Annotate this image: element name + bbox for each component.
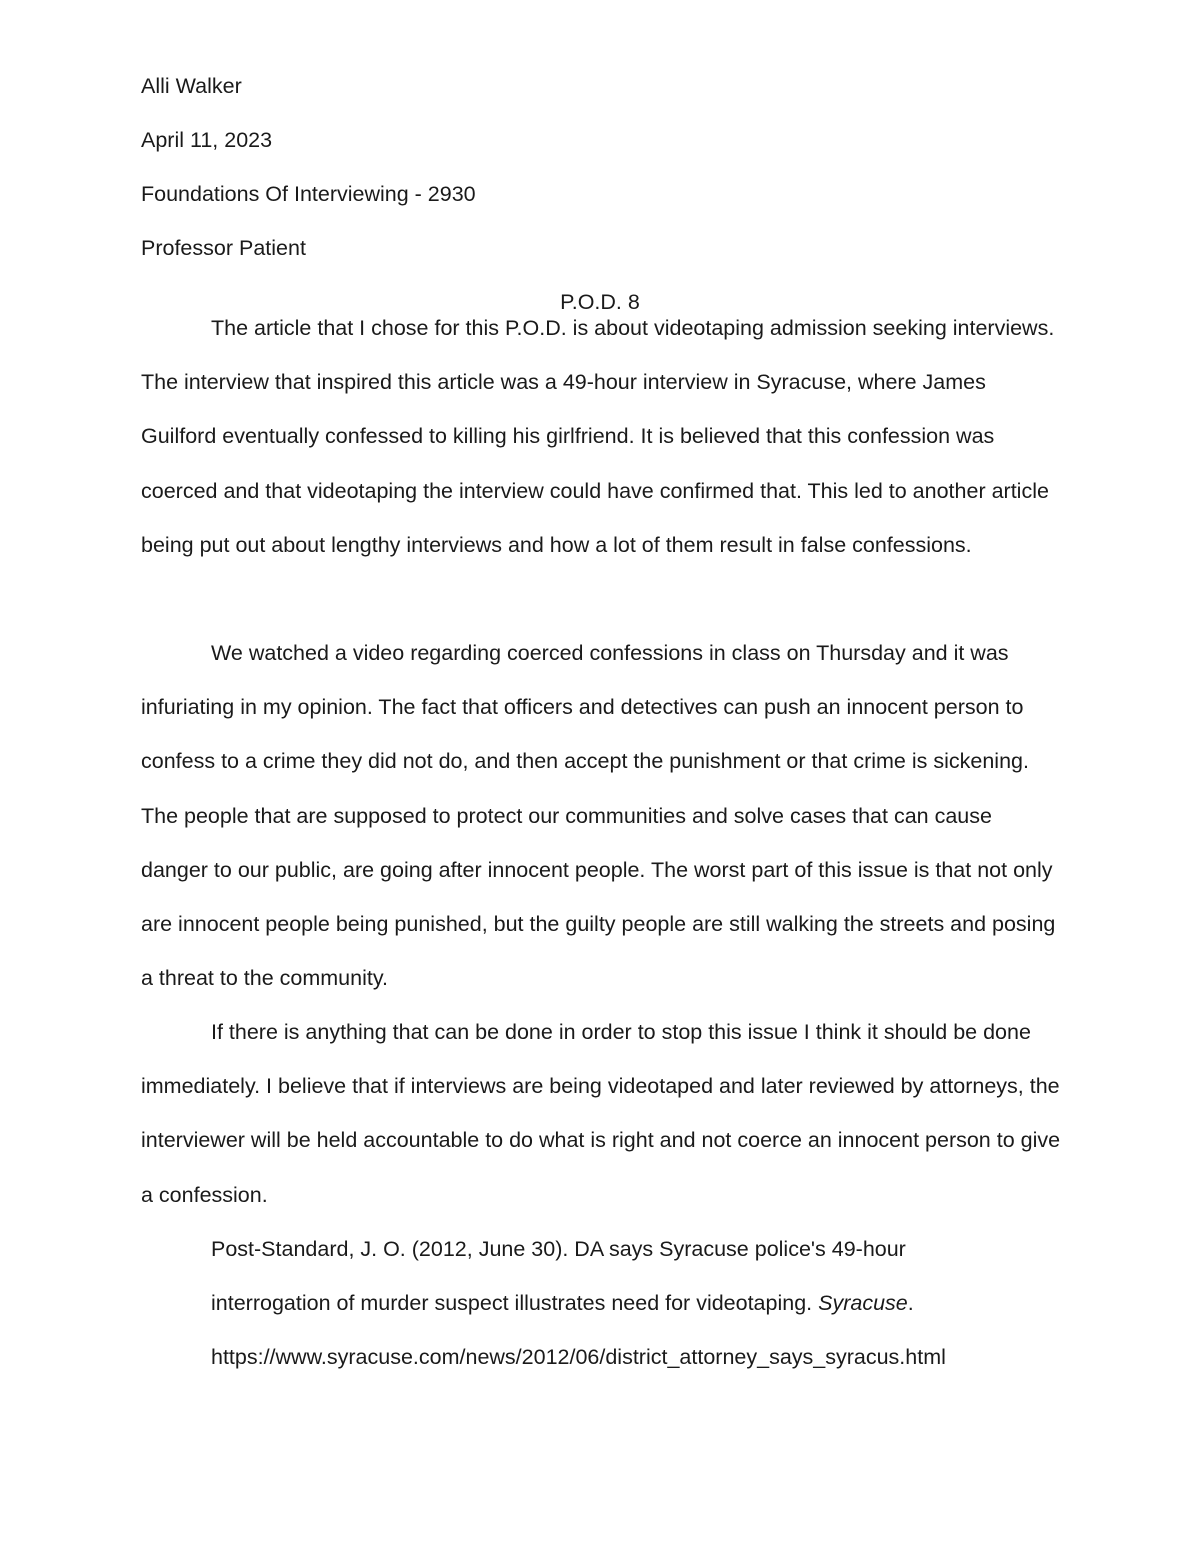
- reference-line-1: Post-Standard, J. O. (2012, June 30). DA says Syracuse police's 49-hour: [211, 1237, 906, 1261]
- reference-source: Syracuse: [818, 1291, 908, 1315]
- reference-line-2: [211, 1290, 914, 1316]
- paragraph-1: The article that I chose for this P.O.D. is about videotaping admission seeking interviews. The interview that inspired this article was a 49-hour interview in Syracuse, where James Guilford eventually confessed to killing his girlfriend. It is believed that this confession was coerced and that videotaping the interview could have confirmed that. This led to another article being put out about lengthy interviews and how a lot of them result in false confessions.: [141, 316, 1055, 557]
- author-name: Alli Walker: [141, 74, 242, 98]
- professor-name: Professor Patient: [141, 236, 306, 260]
- date: April 11, 2023: [141, 128, 273, 152]
- document-title: P.O.D. 8: [560, 290, 640, 314]
- reference-text: interrogation of murder suspect illustrates need for videotaping.: [211, 1291, 819, 1315]
- course-name: Foundations Of Interviewing - 2930: [141, 182, 476, 206]
- reference-period: .: [907, 1291, 914, 1315]
- paragraph-2: We watched a video regarding coerced confessions in class on Thursday and it was infuriating in my opinion. The fact that officers and detectives can push an innocent person to confess to a crime they did not do, and then accept the punishment or that crime is sickening. The people that are supposed to protect our communities and solve cases that can cause danger to our public, are going after innocent people. The worst part of this issue is that not only are innocent people being punished, but the guilty people are still walking the streets and posing a threat to the community.: [141, 641, 1056, 991]
- reference-url[interactable]: https://www.syracuse.com/news/2012/06/district_attorney_says_syracus.html: [211, 1345, 946, 1369]
- paragraph-3: If there is anything that can be done in order to stop this issue I think it should be done immediately. I believe that if interviews are being videotaped and later reviewed by attorneys, the interviewer will be held accountable to do what is right and not coerce an innocent person to give a confession.: [141, 1020, 1061, 1207]
